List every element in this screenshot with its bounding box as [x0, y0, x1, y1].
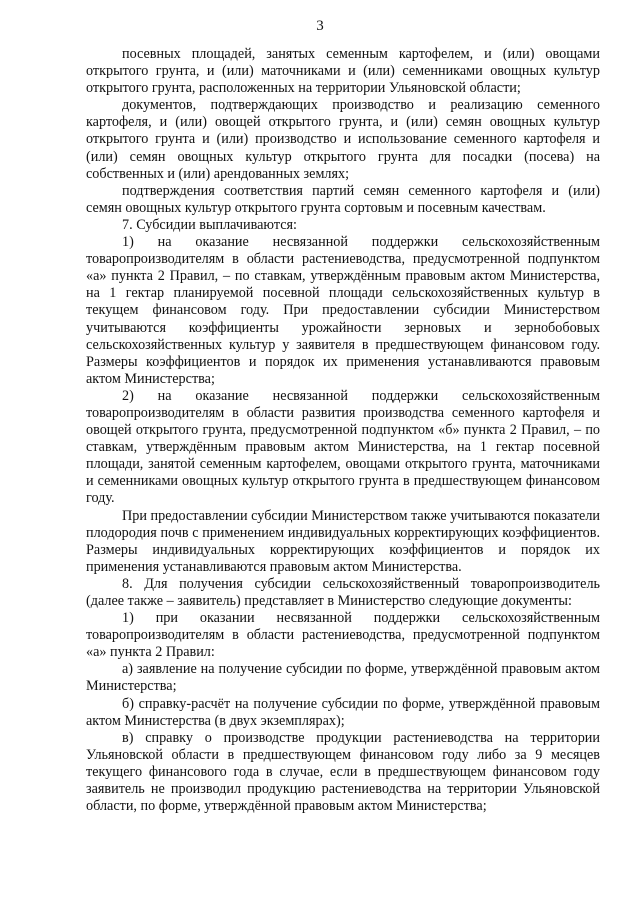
- paragraph: 1) на оказание несвязанной поддержки сельскохозяйственным товаропроизводителям в области растениеводства, предусмотренной подпунктом «а» пункта 2 Правил, – по ставкам, утверждённым правовым актом Министерства, на 1 гектар планируемой посевной площади сельскохозяйственных культур в текущем финансовом году. При предоставлении субсидии Министерством учитываются коэффициенты урожайности зерновых и зернобобовых сельскохозяйственных культур у заявителя в предшествующем финансовом году. Размеры коэффициентов и порядок их применения устанавливаются правовым актом Министерства;: [86, 234, 600, 387]
- paragraph: посевных площадей, занятых семенным картофелем, и (или) овощами открытого грунта, и (или) маточниками и (или) семенниками овощных культур открытого грунта, расположенных на территории Ульяновской области;: [86, 46, 600, 97]
- paragraph: а) заявление на получение субсидии по форме, утверждённой правовым актом Министерства;: [86, 661, 600, 695]
- paragraph: документов, подтверждающих производство и реализацию семенного картофеля, и (или) овощей открытого грунта, и (или) семян овощных культур открытого грунта и (или) производство и использование семенного картофеля и (или) семян овощных культур открытого грунта для посадки (посева) на собственных и (или) арендованных землях;: [86, 97, 600, 182]
- document-body: [86, 46, 600, 815]
- paragraph: 7. Субсидии выплачиваются:: [122, 216, 297, 233]
- paragraph: 1) при оказании несвязанной поддержки сельскохозяйственным товаропроизводителям в области растениеводства, предусмотренной подпунктом «а» пункта 2 Правил:: [86, 610, 600, 661]
- paragraph: в) справку о производстве продукции растениеводства на территории Ульяновской области в предшествующем финансовом году либо за 9 месяцев текущего финансового года в случае, если в предшествующем финансовом году заявитель не производил продукцию растениеводства на территории Ульяновской области, по форме, утверждённой правовым актом Министерства;: [86, 729, 600, 815]
- paragraph: 8. Для получения субсидии сельскохозяйственный товаропроизводитель (далее также – заявитель) представляет в Министерство следующие документы:: [86, 575, 600, 609]
- paragraph: б) справку-расчёт на получение субсидии по форме, утверждённой правовым актом Министерства (в двух экземплярах);: [86, 695, 600, 729]
- paragraph: При предоставлении субсидии Министерством также учитываются показатели плодородия почв с применением индивидуальных корректирующих коэффициентов. Размеры индивидуальных корректирующих коэффициентов и порядок их применения устанавливаются правовым актом Министерства.: [86, 507, 600, 575]
- page-number: 3: [316, 18, 324, 34]
- paragraph: подтверждения соответствия партий семян семенного картофеля и (или) семян овощных культур открытого грунта сортовым и посевным качествам.: [86, 182, 600, 216]
- paragraph: 2) на оказание несвязанной поддержки сельскохозяйственным товаропроизводителям в области развития производства семенного картофеля и овощей открытого грунта, предусмотренной подпунктом «б» пункта 2 Правил, – по ставкам, утверждённым правовым актом Министерства, на 1 гектар посевной площади, занятой семенным картофелем, овощами открытого грунта, маточниками и семенниками овощных культур открытого грунта в предшествующем финансовом году.: [86, 387, 600, 507]
